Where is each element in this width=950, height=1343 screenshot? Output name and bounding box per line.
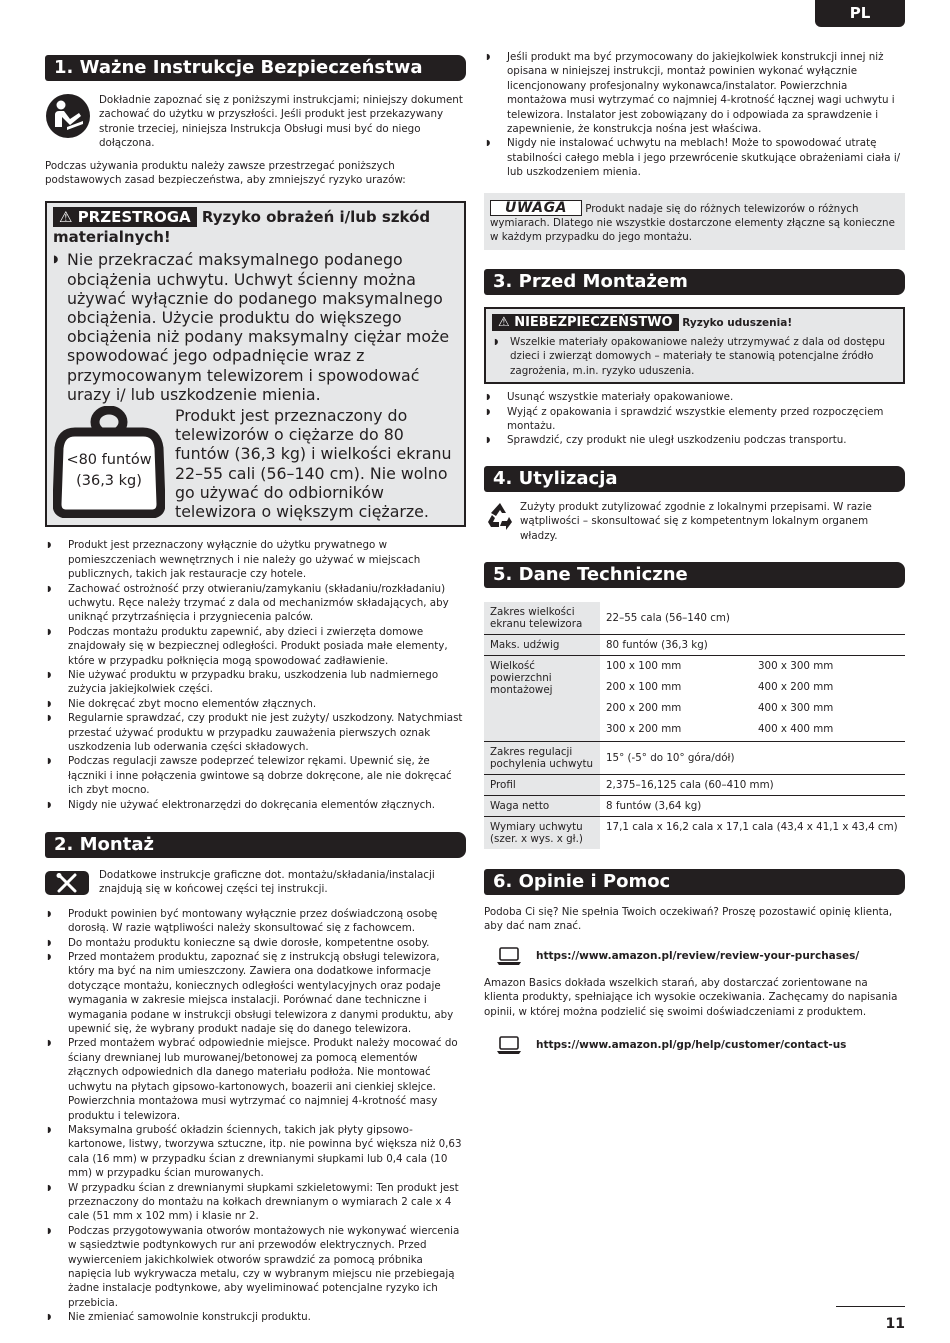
caution-title: Ryzyko obrażeń i/lub szkód materialnych! — [53, 208, 431, 247]
contact-link[interactable]: https://www.amazon.pl/gp/help/customer/contact-us — [536, 1038, 847, 1051]
caution-label — [53, 207, 197, 227]
vesa-size: 400 x 300 mm — [758, 701, 834, 714]
mounting-list — [484, 50, 905, 180]
tools-icon — [45, 871, 89, 895]
table-row — [484, 655, 905, 741]
notice-box — [484, 193, 905, 250]
page-number: 11 — [885, 1316, 905, 1332]
list-item: ◗ Nie używać produktu w przypadku braku, uszkodzenia lub nadmiernego zużycia jakiejkolwiek części. — [45, 668, 466, 697]
list-item: ◗ Podczas montażu produktu zapewnić, aby dzieci i zwierzęta domowe znajdowały się w bezpiecznej odległości. Produkt posiada małe elementy, które w przypadku połknięcia mogą spowodować zadławienie. — [45, 625, 466, 668]
table-row — [484, 634, 905, 655]
safety-lead: Podczas używania produktu należy zawsze przestrzegać poniższych podstawowych zasad bezpieczeństwa, aby zmniejszyć ryzyko urazów: — [45, 159, 406, 187]
language-tab: PL — [815, 0, 905, 27]
section-5-heading: 5. Dane Techniczne — [484, 562, 905, 588]
section-3-heading: 3. Przed Montażem — [484, 269, 905, 295]
right-column — [484, 50, 905, 1055]
list-item: ◗ Regularnie sprawdzać, czy produkt nie jest zużyty/ uszkodzony. Natychmiast przestać używać produktu w przypadku zauważenia pierwszych oznak uszkodzenia lub oderwania części składowych. — [45, 711, 466, 754]
disposal-block — [484, 500, 905, 543]
list-item: ◗ Nigdy nie instalować uchwytu na meblach! Może to spowodować utratę stabilności całego mebla i jego przewrócenie skutkujące obrażeniami ciała i/ lub uszkodzeniem mienia. — [484, 136, 905, 179]
table-row — [484, 816, 905, 849]
notice-text: Produkt nadaje się do różnych telewizorów o różnych wymiarach. Dlatego nie wszystkie dostarczone elementy złączne są konieczne w każdym przypadku do jego montażu. — [490, 202, 895, 244]
caution-item-text: Nie przekraczać maksymalnego podanego obciążenia uchwytu. Uchwyt ścienny można używać wyłącznie do podanego maksymalnego obciążenia. Użycie produktu do większego obciążenia niż podany maksymalny ciężar może spowodować jego odpadnięcie wraz z przymocowanym telewizorem i spowodować urazy i/ lub uszkodzenie mienia. — [67, 250, 450, 404]
list-item: ◗ Sprawdzić, czy produkt nie uległ uszkodzeniu podczas transportu. — [484, 433, 905, 447]
list-item: ◗ Jeśli produkt ma być przymocowany do jakiejkolwiek konstrukcji innej niż opisana w niniejszej instrukcji, montaż powinien wykonać wyłącznie licencjonowany profesjonalny wykonawca/instalator. Powierzchnia montażowa musi wytrzymać co najmniej 4-krotność łącznej wagi uchwytu i telewizora. Instalator jest zobowiązany do i odpowiada za sprawdzenie i zapewnienie, że konstrukcja nośna jest właściwa. — [484, 50, 905, 136]
vesa-size: 400 x 200 mm — [758, 680, 834, 693]
list-item: ◗ Nie zmieniać samowolnie konstrukcji produktu. — [45, 1310, 466, 1324]
list-item: ◗ Podczas regulacji zawsze podeprzeć telewizor rękami. Upewnić się, że łączniki i inne połączenia gwintowe są dobrze dokręcone, ale nie dokręcać ich zbyt mocno. — [45, 754, 466, 797]
list-item: ◗ Zachować ostrożność przy otwieraniu/zamykaniu (składaniu/rozkładaniu) uchwytu. Ręce należy trzymać z dala od mechanizmów składających, aby uniknąć przytrzaśnięcia i przygniecenia palców. — [45, 582, 466, 625]
danger-list — [492, 335, 897, 378]
recycle-icon — [484, 500, 516, 532]
vesa-size: 200 x 100 mm — [606, 680, 682, 693]
section-2-heading: 2. Montaż — [45, 832, 466, 858]
spec-value: 2,375–16,125 cala (60–410 mm) — [600, 774, 905, 795]
spec-key: Profil — [484, 774, 600, 795]
caution-word: PRZESTROGA — [77, 208, 191, 227]
table-row — [484, 795, 905, 816]
assembly-intro-text: Dodatkowe instrukcje graficzne dot. montażu/składania/instalacji znajdują się w końcowej części tej instrukcji. — [99, 869, 435, 896]
list-item: ◗ Do montażu produktu konieczne są dwie dorosłe, kompetentne osoby. — [45, 936, 466, 950]
caution-item — [53, 250, 458, 404]
section-4-heading: 4. Utylizacja — [484, 466, 905, 492]
danger-word: NIEBEZPIECZEŃSTWO — [514, 314, 673, 330]
assembly-intro — [45, 868, 466, 897]
intro-text: Dokładnie zapoznać się z poniższymi instrukcjami; niniejszy dokument zachować do użytku w przyszłości. Jeśli produkt jest przekazywany stronie trzeciej, niniejsza Instrukcja Obsługi musi być do niego dołączona. — [99, 94, 463, 150]
danger-box — [484, 307, 905, 384]
safety-list — [45, 538, 466, 812]
laptop-icon — [496, 946, 522, 966]
review-link[interactable]: https://www.amazon.pl/review/review-your-purchases/ — [536, 949, 860, 962]
spec-value: 80 funtów (36,3 kg) — [600, 634, 905, 655]
vesa-size: 200 x 200 mm — [606, 701, 682, 714]
list-item: ◗ Produkt jest przeznaczony wyłącznie do użytku prywatnego w pomieszczeniach wewnętrznych i nie należy go używać w miejscach publicznych, takich jak restauracje czy hotele. — [45, 538, 466, 581]
review-link-row — [496, 946, 905, 966]
spec-value: 17,1 cala x 16,2 cala x 17,1 cala (43,4 x 41,1 x 43,4 cm) — [606, 820, 898, 833]
list-item: ◗ Usunąć wszystkie materiały opakowaniowe. — [484, 390, 905, 404]
before-assembly-list — [484, 390, 905, 448]
section-6-heading: 6. Opinie i Pomoc — [484, 869, 905, 895]
weight-block — [53, 406, 458, 521]
notice-label: UWAGA — [490, 200, 582, 216]
assembly-list — [45, 907, 466, 1325]
list-item: ◗ Wszelkie materiały opakowaniowe należy utrzymywać z dala od dostępu dzieci i zwierząt domowych – materiały te stanowią potencjalne źródło zagrożenia, m.in. ryzyko uduszenia. — [492, 335, 897, 378]
list-item: ◗ Nigdy nie używać elektronarzędzi do dokręcania elementów złącznych. — [45, 798, 466, 812]
table-row — [484, 602, 905, 635]
warning-triangle-icon: ⚠ — [59, 208, 73, 227]
read-manual-block — [45, 93, 466, 151]
feedback-intro: Podoba Ci się? Nie spełnia Twoich oczekiwań? Proszę pozostawić opinię klienta, aby dać nam znać. — [484, 905, 893, 933]
spec-key: Zakres regulacji pochylenia uchwytu — [484, 741, 600, 774]
danger-label — [492, 314, 679, 331]
list-item: ◗ W przypadku ścian z drewnianymi słupkami szkieletowymi: Ten produkt jest przeznaczony do montażu na kołkach drewnianym o wymiarach 2 cale x 4 cale (51 mm x 102 mm) i klasie nr 2. — [45, 1181, 466, 1224]
vesa-size: 400 x 400 mm — [758, 722, 834, 735]
spec-key: Wymiary uchwytu (szer. x wys. x gł.) — [484, 816, 600, 849]
list-item: ◗ Przed montażem wybrać odpowiednie miejsce. Produkt należy mocować do ściany drewnianej lub murowanej/betonowej za pomocą elementów złącznych odpowiednich dla danego materiału podłoża. Nie montować uchwytu na płytach gipsowo-kartonowych, boazerii ani cienkiej sklejce. Powierzchnia montażowa musi wytrzymać co najmniej 4-krotność masy produktu i telewizora. — [45, 1036, 466, 1122]
read-manual-icon — [45, 93, 91, 151]
laptop-icon — [496, 1035, 522, 1055]
spec-value-grid — [600, 655, 905, 741]
vesa-size: 100 x 100 mm — [606, 659, 682, 672]
vesa-size: 300 x 200 mm — [606, 722, 682, 735]
vesa-size: 300 x 300 mm — [758, 659, 834, 672]
spec-value: 15° (-5° do 10° góra/dół) — [600, 741, 905, 774]
list-item: ◗ Maksymalna grubość okładzin ściennych, takich jak płyty gipsowo-kartonowe, listwy, tworzywa sztuczne, itp. nie powinna być większa niż 0,63 cala (16 mm) w przypadku ścian z drewnianymi słupkami lub 0,4 cala (10 mm) w przypadku ścian murowanych. — [45, 1123, 466, 1181]
spec-key: Zakres wielkości ekranu telewizora — [484, 602, 600, 635]
list-item: ◗ Produkt powinien być montowany wyłącznie przez doświadczoną osobę dorosłą. W razie wątpliwości należy skonsultować się z fachowcem. — [45, 907, 466, 936]
disposal-text: Zużyty produkt zutylizować zgodnie z lokalnymi przepisami. W razie wątpliwości – skonsultować się z kompetentnym lokalnym organem władzy. — [520, 500, 872, 542]
list-item: ◗ Nie dokręcać zbyt mocno elementów złącznych. — [45, 697, 466, 711]
caution-box — [45, 201, 466, 527]
feedback-middle: Amazon Basics dokłada wszelkich starań, aby dostarczać zorientowane na klienta produkty, spełniające ich wysokie oczekiwania. Zachęcamy do napisania opinii, w której można podzielić się swoimi doświadczeniami z produktem. — [484, 976, 898, 1018]
warning-triangle-icon: ⚠ — [498, 314, 510, 330]
bullet-icon: ◗ — [53, 254, 59, 266]
spec-key: Wielkość powierzchni montażowej — [484, 655, 600, 741]
list-item: ◗ Wyjąć z opakowania i sprawdzić wszystkie elementy przed rozpoczęciem montażu. — [484, 405, 905, 434]
spec-value: 8 funtów (3,64 kg) — [600, 795, 905, 816]
footer-rule — [836, 1306, 905, 1307]
danger-title: Ryzyko uduszenia! — [682, 316, 793, 329]
spec-table — [484, 602, 905, 849]
spec-value: 22–55 cala (56–140 cm) — [600, 602, 905, 635]
list-item: ◗ Przed montażem produktu, zapoznać się z instrukcją obsługi telewizora, który ma być na nim umieszczony. Zawiera ona dodatkowe informacje dotyczące montażu, koniecznych odległości wentylacyjnych oraz podaje wymagania w zakresie miejsca instalacji. Porównać dane techniczne i wymagania podane w instrukcji obsługi telewizora z danymi produktu, aby upewnić się, że wybrany produkt nadaje się do danego telewizora. — [45, 950, 466, 1036]
table-row — [484, 741, 905, 774]
table-row — [484, 774, 905, 795]
list-item: ◗ Podczas przygotowywania otworów montażowych nie wykonywać wiercenia w sąsiedztwie podtynkowych rur ani przewodów elektrycznych. Przed wywierceniem jakichkolwiek otworów sprawdzić za pomocą próbnika napięcia lub wykrywacza metalu, czy w wybranym miejscu nie przebiegają żadne instalacje podtynkowe, aby wyeliminować potencjalne ryzyko ich przebicia. — [45, 1224, 466, 1310]
weight-text: Produkt jest przeznaczony do telewizorów o ciężarze do 80 funtów (36,3 kg) i wielkości ekranu 22–55 cali (56–140 cm). Nie wolno go używać do odbiorników telewizora o większym ciężarze. — [175, 406, 452, 522]
spec-key: Waga netto — [484, 795, 600, 816]
section-1-heading: 1. Ważne Instrukcje Bezpieczeństwa — [45, 55, 466, 81]
contact-link-row — [496, 1035, 905, 1055]
weight-limit-lbs: <80 funtów — [66, 452, 152, 469]
weight-icon — [53, 406, 165, 518]
spec-key: Maks. udźwig — [484, 634, 600, 655]
weight-limit-kg: (36,3 kg) — [76, 473, 142, 490]
left-column — [45, 55, 466, 1325]
